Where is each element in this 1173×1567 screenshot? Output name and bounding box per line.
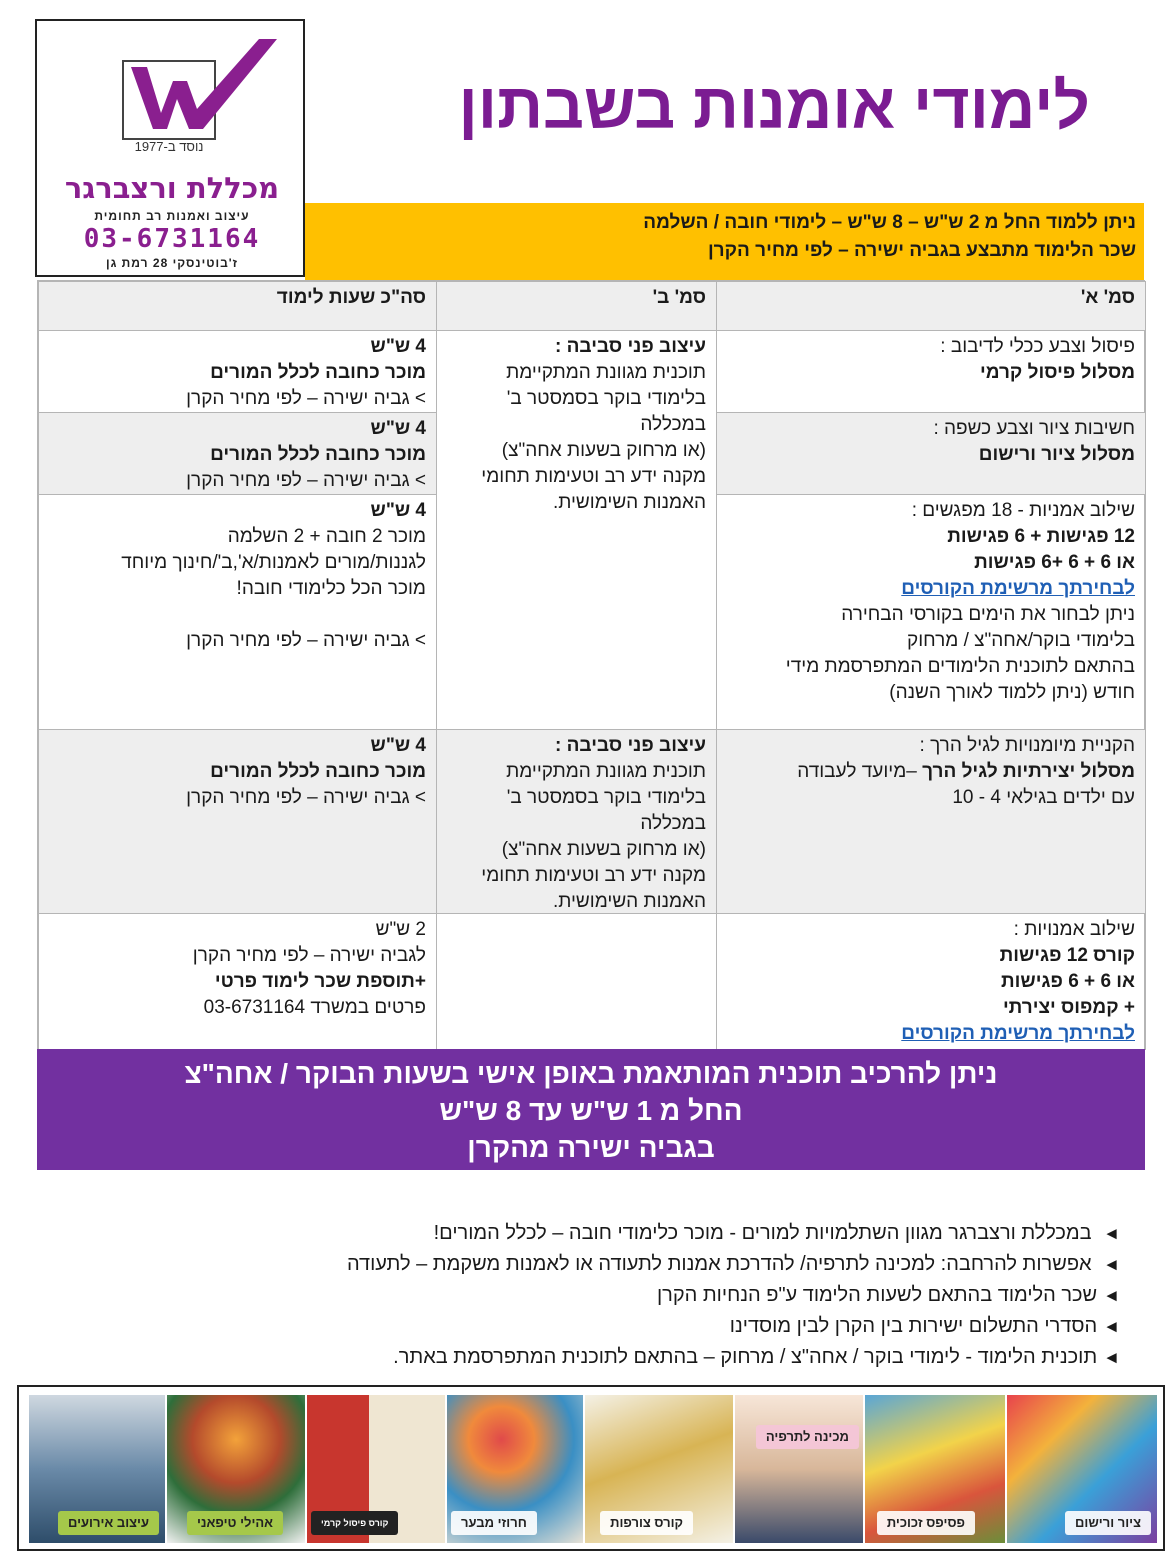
row4-hours-amount: 4 ש"ש: [370, 735, 426, 756]
photo-label: אהילי טיפאני: [187, 1511, 283, 1535]
semester-b-heading: עיצוב פני סביבה :: [554, 336, 706, 357]
semester-b-line: (או מרחוק בשעות אחה"צ): [501, 839, 706, 860]
row5-option-2: או 6 + 6 פגישות: [1001, 971, 1135, 992]
row2-track: מסלול ציור ורישום: [978, 444, 1135, 465]
photo-drawing: [1007, 1395, 1157, 1543]
row4-track: מסלול יצירתיות לגיל הרך: [922, 761, 1135, 782]
row5-extra-fee: +תוספת שכר לימוד פרטי: [214, 971, 426, 992]
banner-line-1: ניתן ללמוד החל מ 2 ש"ש – 8 ש"ש – לימודי חובה / השלמה: [643, 212, 1136, 233]
bullet-text: הסדרי התשלום ישירות בין הקרן לבין מוסדינו: [729, 1315, 1098, 1337]
photo-label: קורס פיסול קרמי: [311, 1511, 398, 1535]
row4-semester-a: [716, 729, 1146, 914]
bullet-text: במכללת ורצברגר מגוון השתלמויות למורים - מוכר כלימודי חובה – לכלל המורים!: [433, 1222, 1092, 1244]
photo-glass-beads: [447, 1395, 583, 1543]
semester-b-line: בלימודי בוקר בסמסטר ב': [506, 388, 706, 409]
photo-label: קורס צורפות: [600, 1511, 693, 1535]
row2-recognized: מוכר כחובה לכלל המורים: [210, 444, 426, 465]
semester-b-line: תוכנית מגוונת המתקיימת: [506, 362, 706, 383]
row4-track-suffix: –מיועד לעבודה: [797, 761, 923, 782]
row2-hours-amount: 4 ש"ש: [370, 418, 426, 439]
banner-line-2: שכר הלימוד מתבצע בגביה ישירה – לפי מחיר הקרן: [707, 240, 1136, 261]
semester-b-heading: עיצוב פני סביבה :: [554, 735, 706, 756]
bullet-text: תוכנית הלימוד - לימודי בוקר / אחה"צ / מרחוק – בהתאם לתוכנית המתפרסמת באתר.: [393, 1346, 1098, 1368]
row2-semester-a: [716, 412, 1146, 495]
custom-program-box: [37, 1049, 1145, 1170]
semester-b-line: במכללה: [640, 414, 706, 435]
bullet-arrow-icon: ◄: [1103, 1348, 1120, 1367]
semester-b-block-2: [436, 729, 717, 914]
row4-payment: > גביה ישירה – לפי מחיר הקרן: [186, 787, 426, 808]
bullet-item: [150, 1280, 1120, 1311]
semester-b-line: מקנה ידע רב וטעימות תחומי: [481, 865, 706, 886]
row5-intro: שילוב אמנויות :: [1013, 919, 1135, 940]
bullet-arrow-icon: ◄: [1103, 1224, 1120, 1243]
row3-hours: [38, 494, 437, 730]
row4-intro: הקניית מיומנויות לגיל הרך :: [919, 735, 1135, 756]
row3-payment: > גביה ישירה – לפי מחיר הקרן: [186, 630, 426, 651]
course-list-link[interactable]: לבחירתך מרשימת הקורסים: [901, 1023, 1135, 1044]
row5-semester-a: [716, 913, 1146, 1050]
logo-tagline: עיצוב ואמנות רב תחומית: [94, 209, 250, 223]
purple-line-3: בגביה ישירה מהקרן: [467, 1132, 715, 1163]
header-semester-b: סמ' ב': [436, 281, 717, 331]
row3-desc: ניתן לבחור את הימים בקורסי הבחירה: [841, 604, 1135, 625]
bullet-item: [150, 1311, 1120, 1342]
courses-table: [37, 280, 1145, 1050]
bullet-item: [150, 1218, 1120, 1249]
row1-track: מסלול פיסול קרמי: [979, 362, 1135, 383]
semester-b-line: האמנות השימושית.: [552, 492, 706, 513]
row1-hours: [38, 330, 437, 413]
row1-intro: פיסול וצבע ככלי לדיבוב :: [940, 336, 1135, 357]
photo-ceramics: [307, 1395, 445, 1543]
row4-ages: עם ילדים בגילאי 4 - 10: [952, 787, 1135, 808]
logo-name: מכללת ורצברגר: [64, 171, 280, 205]
row3-hours-amount: 4 ש"ש: [370, 500, 426, 521]
photo-jewelry: [585, 1395, 733, 1543]
row5-semester-b-empty: [436, 913, 717, 1050]
row5-details: פרטים במשרד 03-6731164: [203, 997, 426, 1018]
semester-b-line: בלימודי בוקר בסמסטר ב': [506, 787, 706, 808]
photo-mosaic: [865, 1395, 1005, 1543]
row3-recognized: מוכר 2 חובה + 2 השלמה: [227, 526, 426, 547]
semester-b-line: מקנה ידע רב וטעימות תחומי: [481, 466, 706, 487]
bullet-arrow-icon: ◄: [1103, 1286, 1120, 1305]
row1-semester-a: [716, 330, 1146, 413]
semester-b-line: (או מרחוק בשעות אחה"צ): [501, 440, 706, 461]
row1-recognized: מוכר כחובה לכלל המורים: [210, 362, 426, 383]
bullet-text: שכר הלימוד בהתאם לשעות הלימוד ע"פ הנחיות הקרן: [656, 1284, 1098, 1306]
photo-label: פסיפס זכוכית: [877, 1511, 975, 1535]
college-logo: [35, 19, 305, 277]
bullet-item: [150, 1249, 1120, 1280]
row2-payment: > גביה ישירה – לפי מחיר הקרן: [186, 470, 426, 491]
header-total-hours: סה"כ שעות לימוד: [38, 281, 437, 331]
row3-recognized: לגננות/מורים לאמנות/א',ב'/חינוך מיוחד: [121, 552, 426, 573]
photo-label: ציור ורישום: [1065, 1511, 1151, 1535]
page-title: לימודי אומנות בשבתון: [458, 70, 1090, 142]
row1-payment: > גביה ישירה – לפי מחיר הקרן: [186, 388, 426, 409]
row4-hours: [38, 729, 437, 914]
row5-option-1: קורס 12 פגישות: [999, 945, 1135, 966]
logo-address: ז'בוטינסקי 28 רמת גן: [105, 256, 239, 270]
info-bullets: [150, 1218, 1120, 1373]
semester-b-line: במכללה: [640, 813, 706, 834]
row5-hours: [38, 913, 437, 1050]
row5-payment: לגביה ישירה – לפי מחיר הקרן: [192, 945, 426, 966]
row1-hours-amount: 4 ש"ש: [370, 336, 426, 357]
row3-desc: חודש (ניתן ללמוד לאורך השנה): [889, 682, 1135, 703]
row3-intro: שילוב אמניות - 18 מפגשים :: [911, 500, 1135, 521]
course-list-link[interactable]: לבחירתך מרשימת הקורסים: [901, 578, 1135, 599]
row3-desc: בלימודי בוקר/אחה"צ / מרחוק: [907, 630, 1135, 651]
photo-label: מכינה לתרפיה: [756, 1425, 859, 1449]
info-banner: [305, 203, 1144, 280]
row3-semester-a: [716, 494, 1146, 730]
row3-recognized: מוכר הכל כלימודי חובה!: [236, 578, 426, 599]
logo-since: נוסד ב-1977: [134, 139, 204, 154]
purple-line-1: ניתן להרכיב תוכנית המותאמת באופן אישי בשעות הבוקר / אחה"צ: [184, 1058, 998, 1089]
photo-label: עיצוב אירועים: [58, 1511, 159, 1535]
row2-intro: חשיבות ציור וצבע כשפה :: [933, 418, 1135, 439]
row3-option-2: או 6 + 6 +6 פגישות: [974, 552, 1135, 573]
header-semester-a: סמ' א': [716, 281, 1146, 331]
photo-events: [29, 1395, 165, 1543]
row5-hours-amount: 2 ש"ש: [375, 919, 426, 940]
bullet-arrow-icon: ◄: [1103, 1317, 1120, 1336]
row2-hours: [38, 412, 437, 495]
row4-recognized: מוכר כחובה לכלל המורים: [210, 761, 426, 782]
row3-option-1: 12 פגישות + 6 פגישות: [947, 526, 1135, 547]
row3-desc: בהתאם לתוכנית הלימודים המתפרסמת מידי: [785, 656, 1135, 677]
bullet-arrow-icon: ◄: [1103, 1255, 1120, 1274]
logo-phone: 03-6731164: [83, 224, 261, 254]
bullet-text: אפשרות להרחבה: למכינה לתרפיה/ להדרכת אמנות לתעודה או לאמנות משקמת – לתעודה: [346, 1253, 1092, 1275]
row5-option-3: + קמפוס יצירתי: [1002, 997, 1135, 1018]
semester-b-line: האמנות השימושית.: [552, 891, 706, 912]
photo-therapy: [735, 1395, 863, 1543]
purple-line-2: החל מ 1 ש"ש עד 8 ש"ש: [439, 1095, 743, 1126]
course-photo-strip: [17, 1385, 1165, 1551]
bullet-item: [150, 1342, 1120, 1373]
semester-b-line: תוכנית מגוונת המתקיימת: [506, 761, 706, 782]
semester-b-block-1: [436, 330, 717, 730]
logo-w-icon: [117, 31, 287, 141]
photo-tiffany: [167, 1395, 305, 1543]
photo-label: חרוזי מבער: [451, 1511, 537, 1535]
